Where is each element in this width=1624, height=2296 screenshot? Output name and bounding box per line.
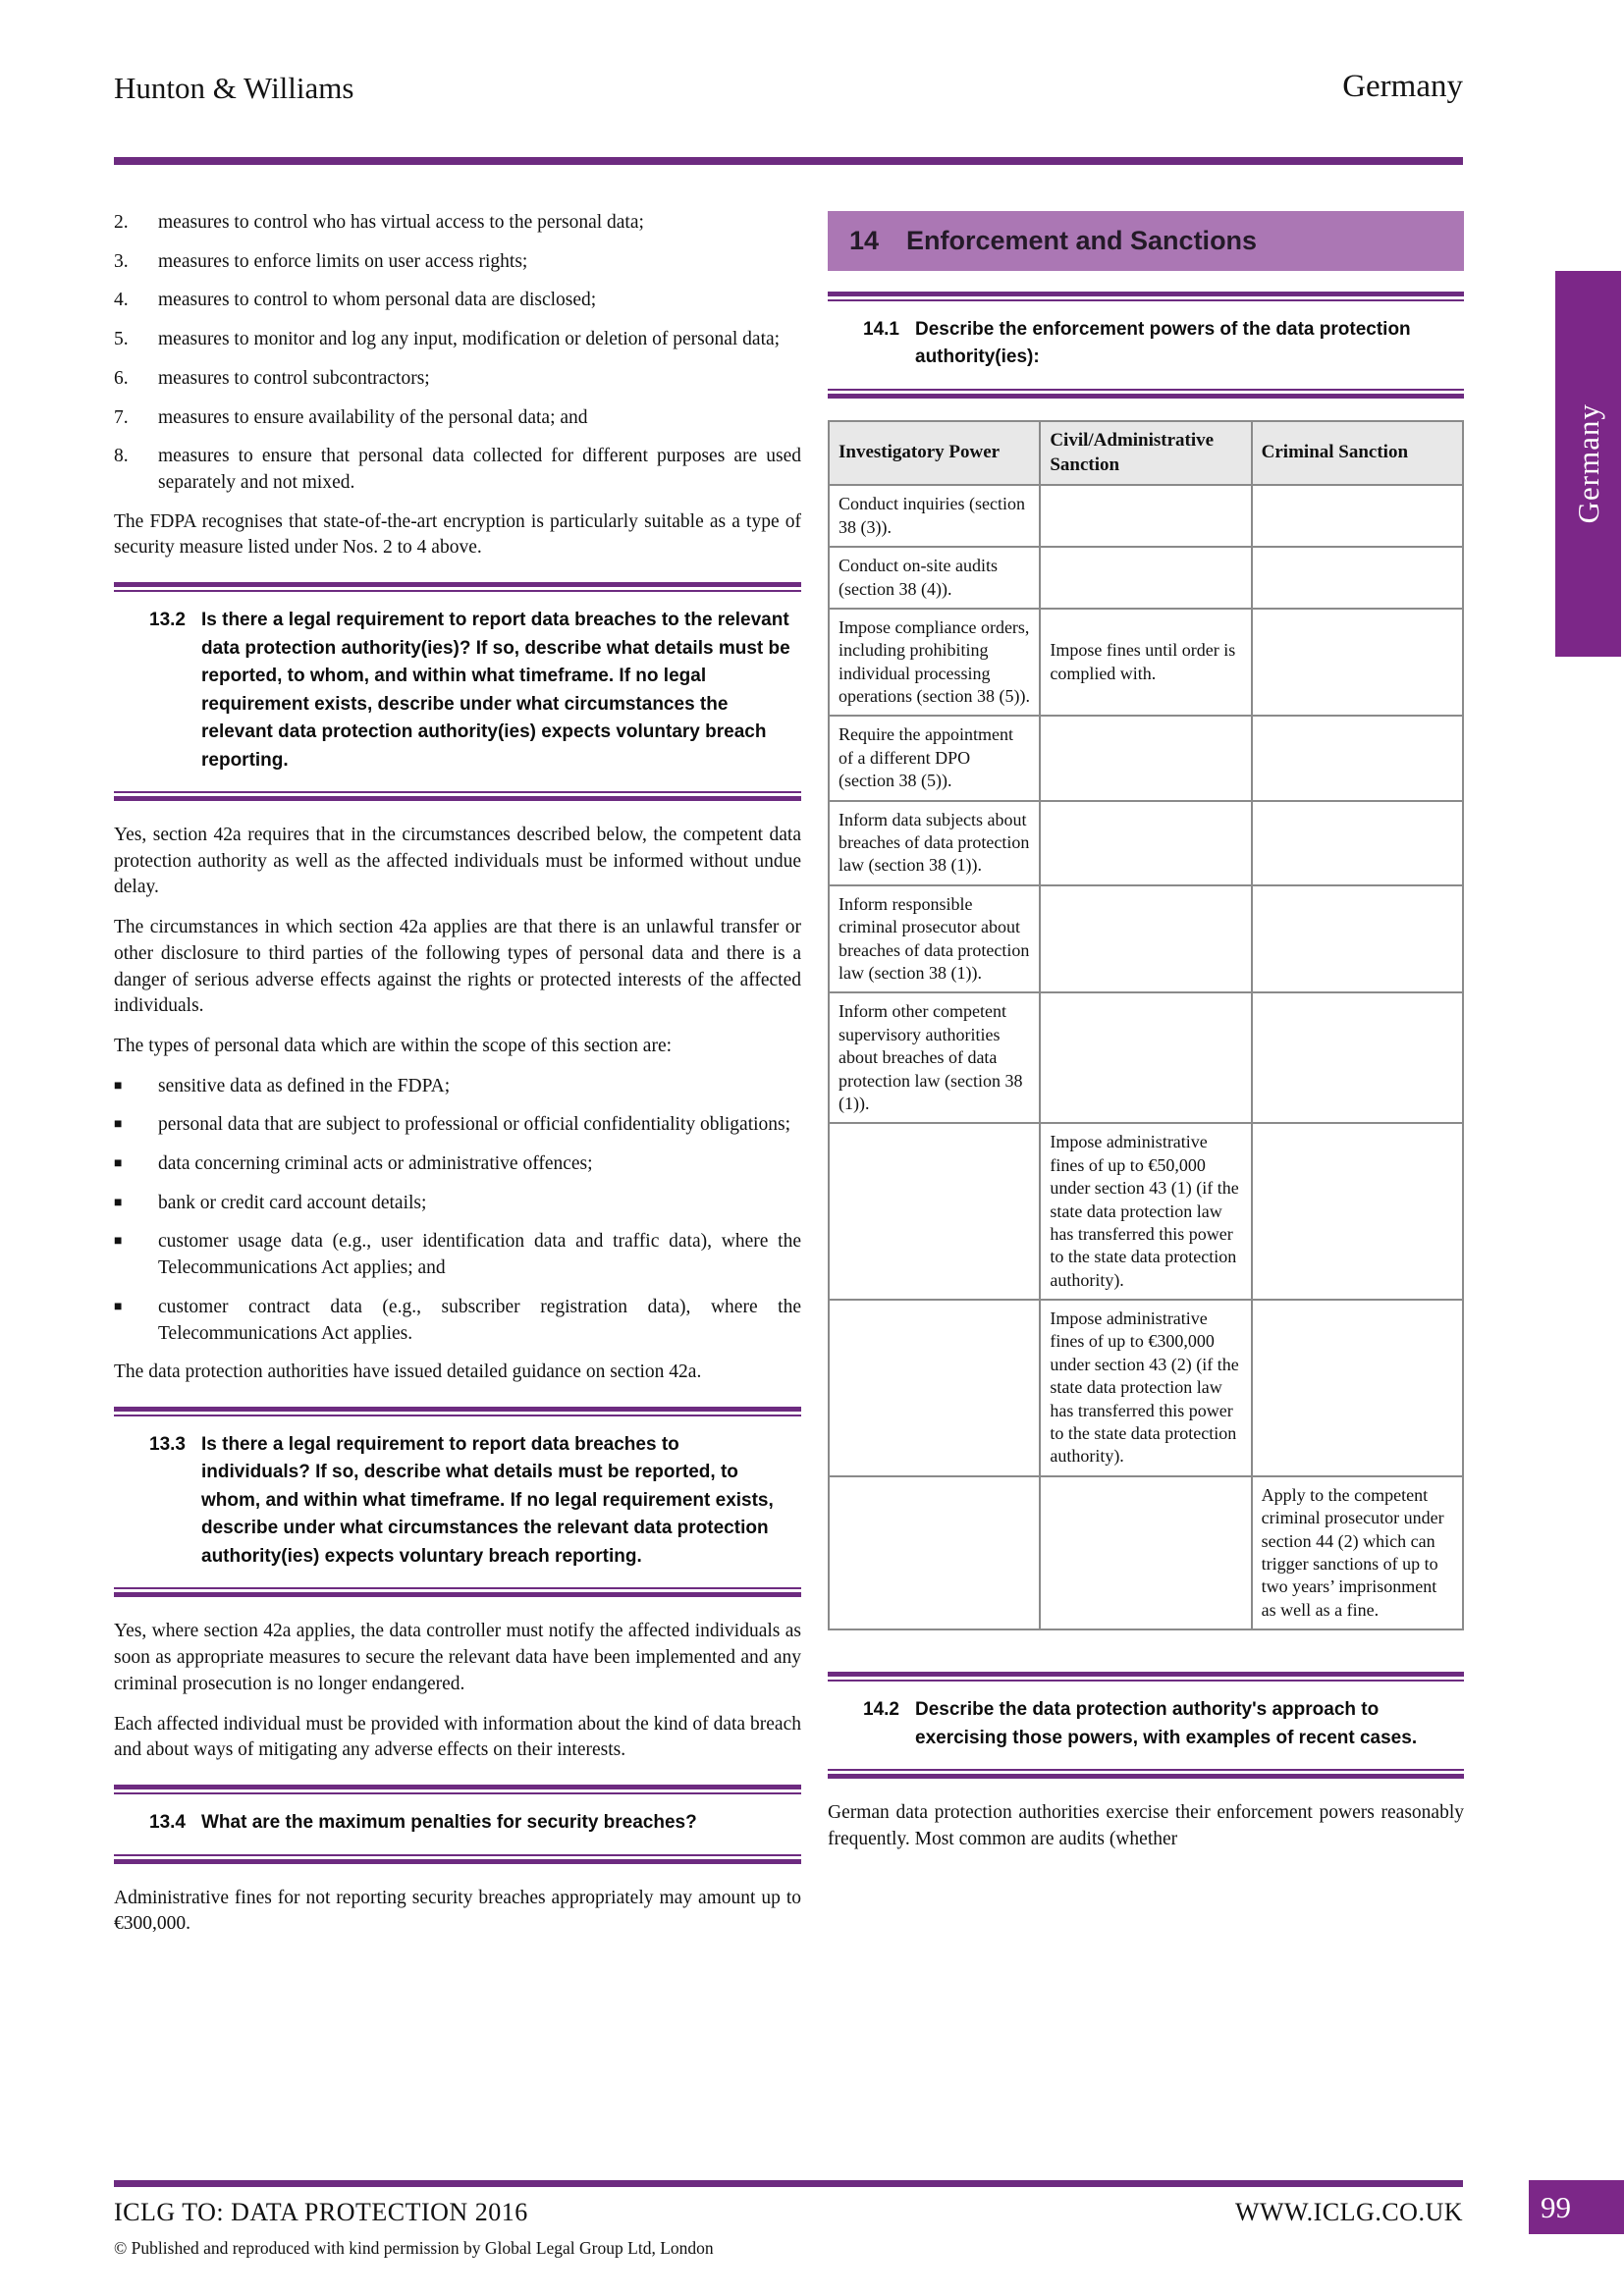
table-cell: Impose administrative fines of up to €50,000 under section 43 (1) (if the state data protection law has transferred this power to the state data protection authority).	[1040, 1123, 1251, 1300]
question-top-rule	[114, 1407, 801, 1416]
question-14-1	[828, 292, 1464, 399]
list-item	[114, 288, 801, 314]
section-14-header	[828, 211, 1464, 271]
list-item-number: 6.	[114, 367, 129, 389]
bullet-item	[114, 1295, 801, 1347]
table-cell	[1252, 716, 1463, 800]
bullet-marker: ■	[114, 1299, 123, 1314]
question-13-2	[114, 582, 801, 801]
list-item-text: measures to ensure availability of the personal data; and	[158, 406, 588, 428]
footer-copyright: © Published and reproduced with kind permission by Global Legal Group Ltd, London	[114, 2238, 714, 2258]
table-cell	[1252, 1123, 1463, 1300]
section-number: 14	[849, 226, 880, 255]
bullet-item	[114, 1229, 801, 1281]
bullet-marker: ■	[114, 1117, 123, 1133]
table-cell	[1040, 1476, 1251, 1629]
list-item-number: 3.	[114, 250, 129, 272]
table-cell: Inform other competent supervisory authorities about breaches of data protection law (section 38 (1)).	[829, 992, 1040, 1123]
bullet-text: data concerning criminal acts or administrative offences;	[158, 1153, 593, 1175]
table-cell	[1040, 992, 1251, 1123]
question-13-3	[114, 1407, 801, 1598]
question-number: 13.2	[149, 610, 186, 631]
list-item-number: 7.	[114, 406, 129, 428]
table-cell	[1252, 609, 1463, 717]
table-header-cell: Criminal Sanction	[1252, 421, 1463, 485]
table-row	[829, 885, 1463, 993]
list-item-number: 2.	[114, 212, 129, 233]
table-cell: Apply to the competent criminal prosecutor under section 44 (2) which can trigger sanctions of up to two years’ imprisonment as well as a fine.	[1252, 1476, 1463, 1629]
table-cell	[1040, 547, 1251, 609]
paragraph: Yes, where section 42a applies, the data controller must notify the affected individuals as soon as appropriate measures to secure the relevant data have been implemented and any criminal prosecution is no longer endangered.	[114, 1621, 801, 1694]
table-cell: Require the appointment of a different DPO (section 38 (5)).	[829, 716, 1040, 800]
question-number: 14.2	[863, 1699, 899, 1721]
question-number: 14.1	[863, 318, 899, 340]
question-bottom-rule	[114, 791, 801, 801]
bullet-text: customer usage data (e.g., user identification data and traffic data), where the Telecommunications Act applies; and	[158, 1231, 801, 1279]
country-side-tab-label: Germany	[1570, 403, 1605, 524]
paragraph: Administrative fines for not reporting security breaches appropriately may amount up to €300,000.	[114, 1887, 801, 1935]
table-row	[829, 609, 1463, 717]
question-text: Is there a legal requirement to report data breaches to individuals? If so, describe what details must be reported, to whom, and within what timeframe. If no legal requirement exists, describe under what circumstances the relevant data protection authority(ies) expects voluntary breach reporting.	[201, 1433, 774, 1567]
table-row	[829, 1300, 1463, 1476]
table-row	[829, 485, 1463, 547]
list-item-text: measures to control subcontractors;	[158, 367, 430, 389]
table-cell: Inform data subjects about breaches of data protection law (section 38 (1)).	[829, 801, 1040, 885]
question-text: Describe the enforcement powers of the data protection authority(ies):	[915, 318, 1411, 368]
enforcement-powers-table	[828, 420, 1464, 1630]
question-number: 13.4	[149, 1812, 186, 1833]
table-row	[829, 1476, 1463, 1629]
left-column	[114, 210, 801, 1951]
table-cell	[1040, 801, 1251, 885]
list-item	[114, 210, 801, 237]
list-item	[114, 366, 801, 393]
table-cell: Conduct on-site audits (section 38 (4)).	[829, 547, 1040, 609]
table-header-cell: Investigatory Power	[829, 421, 1040, 485]
paragraph: Each affected individual must be provided with information about the kind of data breach and about ways of mitigating any adverse effects on their interests.	[114, 1713, 801, 1761]
table-cell	[1252, 801, 1463, 885]
table-row	[829, 801, 1463, 885]
table-cell: Impose compliance orders, including prohibiting individual processing operations (section 38 (5)).	[829, 609, 1040, 717]
table-row	[829, 716, 1463, 800]
list-item	[114, 405, 801, 432]
table-cell: Conduct inquiries (section 38 (3)).	[829, 485, 1040, 547]
question-top-rule	[828, 1672, 1464, 1682]
question-bottom-rule	[114, 1854, 801, 1864]
bullet-text: customer contract data (e.g., subscriber registration data), where the Telecommunications Act applies.	[158, 1296, 801, 1344]
table-cell	[1040, 485, 1251, 547]
table-cell: Impose fines until order is complied with.	[1040, 609, 1251, 717]
table-cell	[1252, 992, 1463, 1123]
table-cell: Impose administrative fines of up to €300,000 under section 43 (2) (if the state data protection law has transferred this power to the state data protection authority).	[1040, 1300, 1251, 1476]
paragraph: Yes, section 42a requires that in the circumstances described below, the competent data protection authority as well as the affected individuals must be informed without undue delay.	[114, 825, 801, 898]
question-bottom-rule	[828, 1769, 1464, 1779]
question-text: What are the maximum penalties for security breaches?	[201, 1812, 697, 1833]
list-item-text: measures to enforce limits on user access rights;	[158, 250, 528, 272]
question-bottom-rule	[828, 389, 1464, 399]
table-cell	[1040, 885, 1251, 993]
question-top-rule	[828, 292, 1464, 301]
table-cell	[829, 1123, 1040, 1300]
list-item-text: measures to control to whom personal data are disclosed;	[158, 290, 597, 311]
list-item	[114, 327, 801, 353]
chapter-country: Germany	[1342, 69, 1463, 104]
question-top-rule	[114, 582, 801, 592]
bullet-item	[114, 1191, 801, 1217]
list-item-text: measures to ensure that personal data collected for different purposes are used separately and not mixed.	[158, 446, 801, 493]
question-text: Describe the data protection authority's approach to exercising those powers, with examples of recent cases.	[915, 1699, 1418, 1748]
bullet-marker: ■	[114, 1195, 123, 1210]
bullet-item	[114, 1151, 801, 1178]
table-cell	[1252, 547, 1463, 609]
table-cell	[1252, 885, 1463, 993]
bullet-marker: ■	[114, 1156, 123, 1172]
question-13-4	[114, 1785, 801, 1864]
section-title: Enforcement and Sanctions	[906, 226, 1258, 255]
table-row	[829, 1123, 1463, 1300]
question-text: Is there a legal requirement to report data breaches to the relevant data protection authority(ies)? If so, describe what details must be reported, to whom, and within what timeframe. If no legal requirement exists, describe under what circumstances the relevant data protection authority(ies) expects voluntary breach reporting.	[201, 610, 790, 771]
right-column	[828, 211, 1464, 1867]
bullet-item	[114, 1074, 801, 1100]
paragraph: The types of personal data which are within the scope of this section are:	[114, 1035, 673, 1056]
list-item-number: 5.	[114, 329, 129, 350]
footer-divider	[114, 2180, 1463, 2187]
table-header-row	[829, 421, 1463, 485]
paragraph: The circumstances in which section 42a applies are that there is an unlawful transfer or other disclosure to third parties of the following types of personal data and there is a danger of serious adverse effects against the rights or protected interests of the affected individuals.	[114, 917, 801, 1017]
page-number-badge	[1529, 2180, 1624, 2234]
footer-website: WWW.ICLG.CO.UK	[1234, 2198, 1463, 2226]
table-cell	[829, 1476, 1040, 1629]
paragraph: German data protection authorities exercise their enforcement powers reasonably frequently. Most common are audits (whether	[828, 1802, 1464, 1849]
question-14-2	[828, 1672, 1464, 1779]
table-header-cell: Civil/Administrative Sanction	[1040, 421, 1251, 485]
bullet-marker: ■	[114, 1078, 123, 1094]
question-top-rule	[114, 1785, 801, 1794]
table-row	[829, 992, 1463, 1123]
list-item	[114, 249, 801, 276]
bullet-item	[114, 1112, 801, 1139]
firm-name: Hunton & Williams	[114, 71, 354, 105]
bullet-marker: ■	[114, 1234, 123, 1250]
paragraph: The data protection authorities have issued detailed guidance on section 42a.	[114, 1362, 702, 1383]
list-item-text: measures to control who has virtual access to the personal data;	[158, 212, 644, 233]
list-item-number: 4.	[114, 290, 129, 311]
table-cell	[1252, 1300, 1463, 1476]
country-side-tab	[1555, 271, 1621, 657]
list-item	[114, 444, 801, 496]
question-number: 13.3	[149, 1433, 186, 1455]
page-number: 99	[1541, 2189, 1571, 2224]
bullet-text: sensitive data as defined in the FDPA;	[158, 1075, 451, 1096]
question-bottom-rule	[114, 1587, 801, 1597]
bullet-text: bank or credit card account details;	[158, 1192, 427, 1213]
table-cell	[829, 1300, 1040, 1476]
list-item-text: measures to monitor and log any input, modification or deletion of personal data;	[158, 329, 781, 350]
table-row	[829, 547, 1463, 609]
footer-publication: ICLG TO: DATA PROTECTION 2016	[114, 2198, 528, 2226]
table-cell	[1252, 485, 1463, 547]
table-cell	[1040, 716, 1251, 800]
header-divider	[114, 157, 1463, 165]
list-item-number: 8.	[114, 446, 129, 467]
paragraph: The FDPA recognises that state-of-the-art encryption is particularly suitable as a type of security measure listed under Nos. 2 to 4 above.	[114, 510, 801, 559]
bullet-text: personal data that are subject to professional or official confidentiality obligations;	[158, 1114, 791, 1136]
table-cell: Inform responsible criminal prosecutor about breaches of data protection law (section 38 (1)).	[829, 885, 1040, 993]
